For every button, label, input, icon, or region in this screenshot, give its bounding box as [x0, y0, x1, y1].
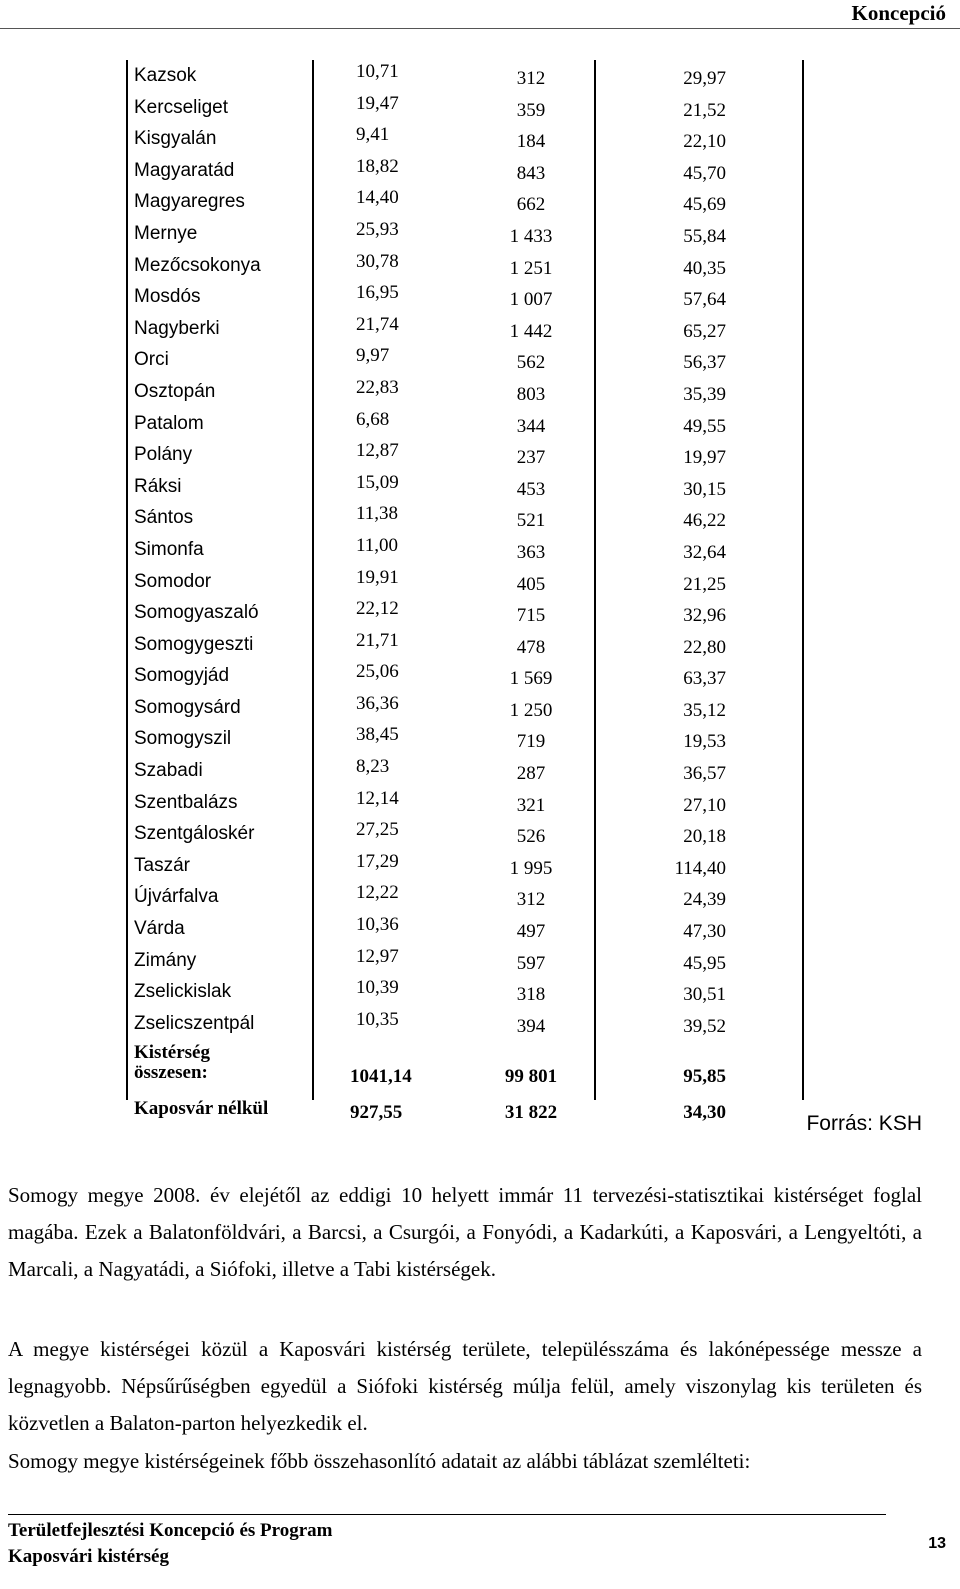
settlement-name: Szentbalázs: [134, 791, 238, 813]
table-row: [126, 123, 816, 155]
area-value: 21,74: [356, 313, 399, 335]
density-value: 63,37: [683, 668, 726, 690]
density-value: 21,25: [683, 573, 726, 595]
area-value: 12,22: [356, 882, 399, 904]
density-value: 30,51: [683, 984, 726, 1006]
population-value: 1 251: [509, 257, 553, 279]
area-value: 30,78: [356, 250, 399, 272]
table-row: [126, 818, 816, 850]
area-value: 11,38: [356, 503, 399, 525]
table-row: [126, 945, 816, 977]
area-value: 21,71: [356, 629, 399, 651]
settlement-name: Somodor: [134, 570, 212, 592]
area-value: 19,47: [356, 92, 399, 114]
population-value: 562: [516, 352, 546, 374]
density-value: 114,40: [674, 857, 726, 879]
table-total-row: [126, 1039, 816, 1096]
density-value: 57,64: [683, 289, 726, 311]
table-row: [126, 723, 816, 755]
total2-population: 31 822: [504, 1102, 558, 1124]
area-value: 10,35: [356, 1008, 399, 1030]
total-population: 99 801: [504, 1066, 558, 1088]
population-value: 237: [516, 447, 546, 469]
density-value: 22,10: [683, 131, 726, 153]
density-value: 35,39: [683, 383, 726, 405]
area-value: 12,87: [356, 440, 399, 462]
table-row: [126, 155, 816, 187]
paragraph: Somogy megye 2008. év elejétől az eddigi 10 helyett immár 11 tervezési-statisztikai kistérséget foglal magába. Ezek a Balatonföldvári, a Barcsi, a Csurgói, a Fonyódi, a Kadarkúti, a Kaposvári, a Lengyeltóti, a Marcali, a Nagyatádi, a Siófoki, illetve a Tabi kistérségek.: [8, 1183, 922, 1281]
area-value: 15,09: [356, 471, 399, 493]
density-value: 19,53: [683, 731, 726, 753]
population-value: 803: [516, 383, 546, 405]
density-value: 29,97: [683, 68, 726, 89]
total2-label: Kaposvár nélkül: [134, 1098, 269, 1120]
population-value: 1 569: [509, 668, 553, 690]
population-value: 312: [516, 68, 546, 89]
density-value: 49,55: [683, 415, 726, 437]
area-value: 22,83: [356, 376, 399, 398]
population-value: 1 433: [509, 225, 553, 247]
total-area: 1041,14: [350, 1066, 412, 1088]
area-value: 6,68: [356, 408, 390, 430]
settlement-name: Nagyberki: [134, 317, 220, 339]
area-value: 16,95: [356, 282, 399, 304]
population-value: 184: [516, 131, 546, 153]
settlement-name: Somogygeszti: [134, 633, 254, 655]
area-value: 17,29: [356, 850, 399, 872]
settlement-name: Zimány: [134, 949, 197, 971]
settlement-name: Várda: [134, 918, 185, 940]
population-value: 1 007: [509, 289, 553, 311]
density-value: 39,52: [683, 1015, 726, 1037]
area-value: 25,93: [356, 218, 399, 240]
table-row: [126, 471, 816, 503]
area-value: 14,40: [356, 187, 399, 209]
total-density: 95,85: [683, 1066, 726, 1088]
area-value: 10,36: [356, 914, 399, 936]
area-value: 10,39: [356, 977, 399, 999]
density-value: 45,70: [683, 162, 726, 184]
footer-title: Területfejlesztési Koncepció és Program: [8, 1520, 333, 1541]
area-value: 8,23: [356, 756, 390, 778]
population-value: 526: [516, 826, 546, 848]
total-label-line1: Kistérség: [134, 1042, 210, 1064]
density-value: 20,18: [683, 826, 726, 848]
settlement-name: Zselickislak: [134, 981, 232, 1003]
table-row: [126, 660, 816, 692]
table-row: [126, 60, 816, 92]
total2-density: 34,30: [683, 1102, 726, 1124]
area-value: 9,41: [356, 124, 390, 146]
density-value: 47,30: [683, 921, 726, 943]
area-value: 25,06: [356, 661, 399, 683]
table-row: [126, 787, 816, 819]
settlement-name: Kisgyalán: [134, 128, 217, 150]
settlement-name: Újvárfalva: [134, 886, 219, 908]
data-table: [126, 60, 816, 1126]
table-row: [126, 502, 816, 534]
density-value: 45,69: [683, 194, 726, 216]
density-value: 40,35: [683, 257, 726, 279]
settlement-name: Somogysárd: [134, 696, 241, 718]
density-value: 24,39: [683, 889, 726, 911]
settlement-name: Magyaratád: [134, 159, 235, 181]
population-value: 843: [516, 162, 546, 184]
table-row: [126, 597, 816, 629]
table-row: [126, 534, 816, 566]
density-value: 46,22: [683, 510, 726, 532]
table-row: [126, 755, 816, 787]
density-value: 36,57: [683, 763, 726, 785]
density-value: 27,10: [683, 794, 726, 816]
table-row: [126, 566, 816, 598]
table-row: [126, 408, 816, 440]
population-value: 394: [516, 1015, 546, 1037]
population-value: 318: [516, 984, 546, 1006]
density-value: 19,97: [683, 447, 726, 469]
table-row: [126, 313, 816, 345]
table-row: [126, 439, 816, 471]
population-value: 1 995: [509, 857, 553, 879]
density-value: 22,80: [683, 636, 726, 658]
density-value: 35,12: [683, 699, 726, 721]
population-value: 287: [516, 763, 546, 785]
footer: [8, 1518, 332, 1570]
table-row: [126, 976, 816, 1008]
area-value: 11,00: [356, 534, 399, 556]
footer-subtitle: Kaposvári kistérség: [8, 1546, 169, 1567]
table-row: [126, 250, 816, 282]
area-value: 36,36: [356, 692, 399, 714]
settlement-name: Kazsok: [134, 65, 197, 86]
table-row: [126, 1008, 816, 1040]
table-row: [126, 281, 816, 313]
density-value: 32,96: [683, 605, 726, 627]
population-value: 478: [516, 636, 546, 658]
population-value: 453: [516, 478, 546, 500]
table-row: [126, 186, 816, 218]
table-row: [126, 850, 816, 882]
population-value: 312: [516, 889, 546, 911]
settlement-name: Magyaregres: [134, 191, 245, 213]
footer-rule: [8, 1514, 886, 1515]
settlement-name: Somogyaszaló: [134, 602, 259, 624]
area-value: 12,14: [356, 787, 399, 809]
table-row: [126, 913, 816, 945]
paragraph: Somogy megye kistérségeinek főbb összehasonlító adatait az alábbi táblázat szemlélteti:: [8, 1449, 751, 1473]
population-value: 719: [516, 731, 546, 753]
table-row: [126, 218, 816, 250]
area-value: 12,97: [356, 945, 399, 967]
paragraph: A megye kistérségei közül a Kaposvári kistérség területe, településszáma és lakónépessége messze a legnagyobb. Népsűrűségben egyedül a Siófoki kistérség múlja felül, amely viszonylag kis területen és közvetlen a Balaton-parton helyezkedik el.: [8, 1337, 922, 1435]
total-label: [134, 1043, 210, 1083]
area-value: 19,91: [356, 566, 399, 588]
area-value: 27,25: [356, 819, 399, 841]
density-value: 55,84: [683, 225, 726, 247]
population-value: 363: [516, 541, 546, 563]
settlement-name: Mezőcsokonya: [134, 254, 261, 276]
area-value: 38,45: [356, 724, 399, 746]
settlement-name: Sántos: [134, 507, 194, 529]
header-title: Koncepció: [851, 1, 946, 25]
population-value: 321: [516, 794, 546, 816]
settlement-name: Polány: [134, 444, 193, 466]
population-value: 344: [516, 415, 546, 437]
settlement-name: Somogyjád: [134, 665, 230, 687]
density-value: 21,52: [683, 99, 726, 121]
settlement-name: Kercseliget: [134, 96, 228, 118]
settlement-name: Szentgáloskér: [134, 823, 255, 845]
settlement-name: Orci: [134, 349, 169, 371]
area-value: 22,12: [356, 598, 399, 620]
settlement-name: Osztopán: [134, 380, 216, 402]
table-row: [126, 376, 816, 408]
density-value: 45,95: [683, 952, 726, 974]
table-total-row: [126, 1096, 816, 1126]
population-value: 597: [516, 952, 546, 974]
settlement-name: Simonfa: [134, 538, 204, 560]
source-note: Forrás: KSH: [806, 1112, 922, 1135]
area-value: 10,71: [356, 61, 399, 82]
page-number: 13: [928, 1535, 946, 1552]
population-value: 1 442: [509, 320, 553, 342]
population-value: 497: [516, 921, 546, 943]
population-value: 1 250: [509, 699, 553, 721]
table-row: [126, 629, 816, 661]
population-value: 405: [516, 573, 546, 595]
settlement-name: Somogyszil: [134, 728, 232, 750]
header-rule: [0, 28, 960, 29]
density-value: 32,64: [683, 541, 726, 563]
population-value: 662: [516, 194, 546, 216]
settlement-name: Mosdós: [134, 286, 201, 308]
total-label-line2: összesen:: [134, 1062, 208, 1084]
population-value: 359: [516, 99, 546, 121]
settlement-name: Ráksi: [134, 475, 182, 497]
population-value: 715: [516, 605, 546, 627]
table-row: [126, 692, 816, 724]
density-value: 65,27: [683, 320, 726, 342]
settlement-name: Szabadi: [134, 760, 203, 782]
settlement-name: Patalom: [134, 412, 204, 434]
density-value: 30,15: [683, 478, 726, 500]
total2-area: 927,55: [350, 1102, 403, 1124]
settlement-name: Mernye: [134, 222, 198, 244]
area-value: 9,97: [356, 345, 390, 367]
table-row: [126, 92, 816, 124]
area-value: 18,82: [356, 155, 399, 177]
settlement-name: Zselicszentpál: [134, 1012, 255, 1034]
density-value: 56,37: [683, 352, 726, 374]
table-row: [126, 881, 816, 913]
table-row: [126, 344, 816, 376]
settlement-name: Taszár: [134, 854, 190, 876]
population-value: 521: [516, 510, 546, 532]
